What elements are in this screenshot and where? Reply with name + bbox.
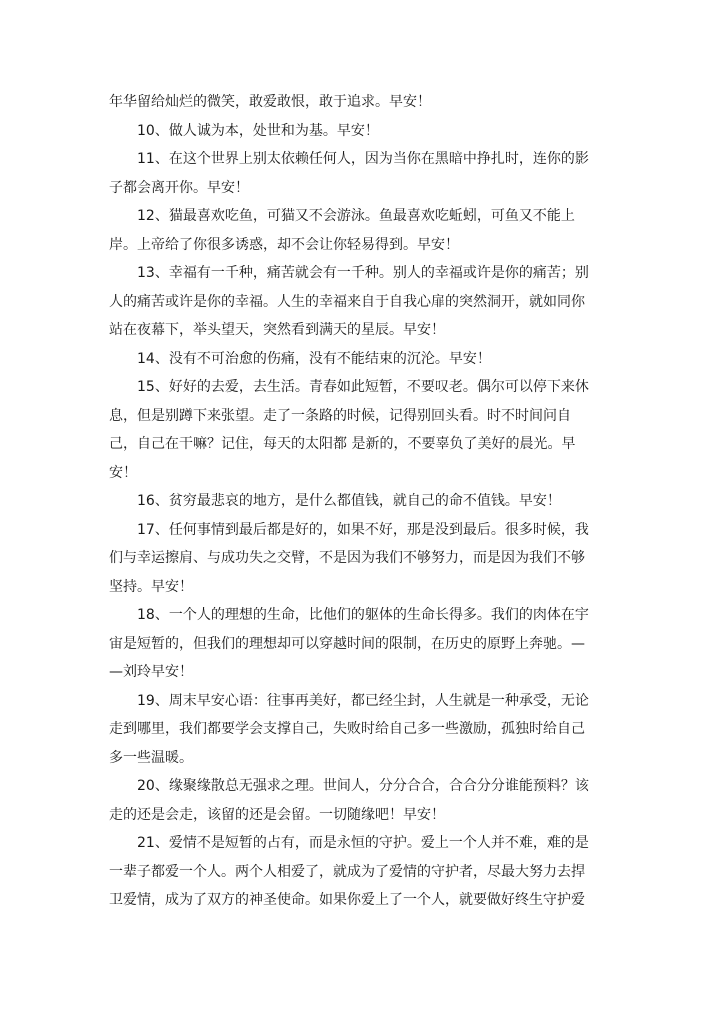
paragraph-start-line: 15、好好的去爱，去生活。青春如此短暂，不要叹老。偶尔可以停下来休 [137, 379, 589, 395]
text-line: 们与幸运擦肩、与成功失之交臂，不是因为我们不够努力，而是因为我们不够 [109, 550, 585, 566]
text-line: 卫爱情，成为了双方的神圣使命。如果你爱上了一个人，就要做好终生守护爱 [109, 892, 585, 908]
paragraph-start-line: 19、周末早安心语：往事再美好，都已经尘封，人生就是一种承受，无论 [137, 692, 589, 709]
text-line: 走到哪里，我们都要学会支撑自己，失败时给自己多一些激励，孤独时给自己 [109, 721, 585, 737]
text-line: 一辈子都爱一个人。两个人相爱了，就成为了爱情的守护者，尽最大努力去捍 [109, 863, 585, 880]
text-line: 子都会离开你。早安！ [109, 179, 249, 196]
text-line: 宙是短暂的，但我们的理想却可以穿越时间的限制，在历史的原野上奔驰。— [109, 635, 585, 652]
paragraph-start-line: 21、爱情不是短暂的占有，而是永恒的守护。爱上一个人并不难，难的是 [137, 835, 589, 851]
text-line: —刘玲早安！ [109, 664, 193, 680]
text-line: 坚持。早安！ [109, 578, 193, 595]
text-line: 岸。上帝给了你很多诱惑，却不会让你轻易得到。早安！ [109, 236, 459, 253]
text-line: 人的痛苦或许是你的幸福。人生的幸福来自于自我心扉的突然洞开，就如同你 [109, 293, 585, 310]
text-line: 多一些温暖。 [109, 749, 193, 766]
paragraph-start-line: 17、任何事情到最后都是好的，如果不好，那是没到最后。很多时候，我 [137, 521, 589, 538]
text-line: 己，自己在干嘛？记住，每天的太阳都 是新的，不要辜负了美好的晨光。早 [109, 436, 576, 452]
paragraph-start-line: 16、贫穷最悲哀的地方，是什么都值钱，就自己的命不值钱。早安！ [137, 493, 561, 509]
paragraph-start-line: 12、猫最喜欢吃鱼，可猫又不会游泳。鱼最喜欢吃蚯蚓，可鱼又不能上 [137, 208, 575, 224]
paragraph-start-line: 10、做人诚为本，处世和为基。早安！ [137, 122, 379, 139]
document-body [109, 88, 609, 915]
text-line: 走的还是会走，该留的还是会留。一切随缘吧！早安！ [109, 806, 445, 823]
paragraph-start-line: 14、没有不可治愈的伤痛，没有不能结束的沉沦。早安！ [137, 350, 491, 367]
text-line: 站在夜幕下，举头望天，突然看到满天的星辰。早安！ [109, 322, 445, 338]
text-line: 年华留给灿烂的微笑，敢爱敢恨，敢于追求。早安！ [109, 94, 431, 110]
paragraph-start-line: 13、幸福有一千种，痛苦就会有一千种。别人的幸福或许是你的痛苦；别 [137, 265, 589, 281]
text-line: 息，但是别蹲下来张望。走了一条路的时候，记得别回头看。时不时间问自 [109, 407, 571, 424]
paragraph-start-line: 20、缘聚缘散总无强求之理。世间人，分分合合，合合分分谁能预料？该 [137, 778, 589, 794]
text-line: 安！ [109, 464, 137, 481]
paragraph-start-line: 18、一个人的理想的生命，比他们的躯体的生命长得多。我们的肉体在宇 [137, 607, 589, 623]
paragraph-start-line: 11、在这个世界上别太依赖任何人，因为当你在黑暗中挣扎时，连你的影 [137, 151, 589, 167]
